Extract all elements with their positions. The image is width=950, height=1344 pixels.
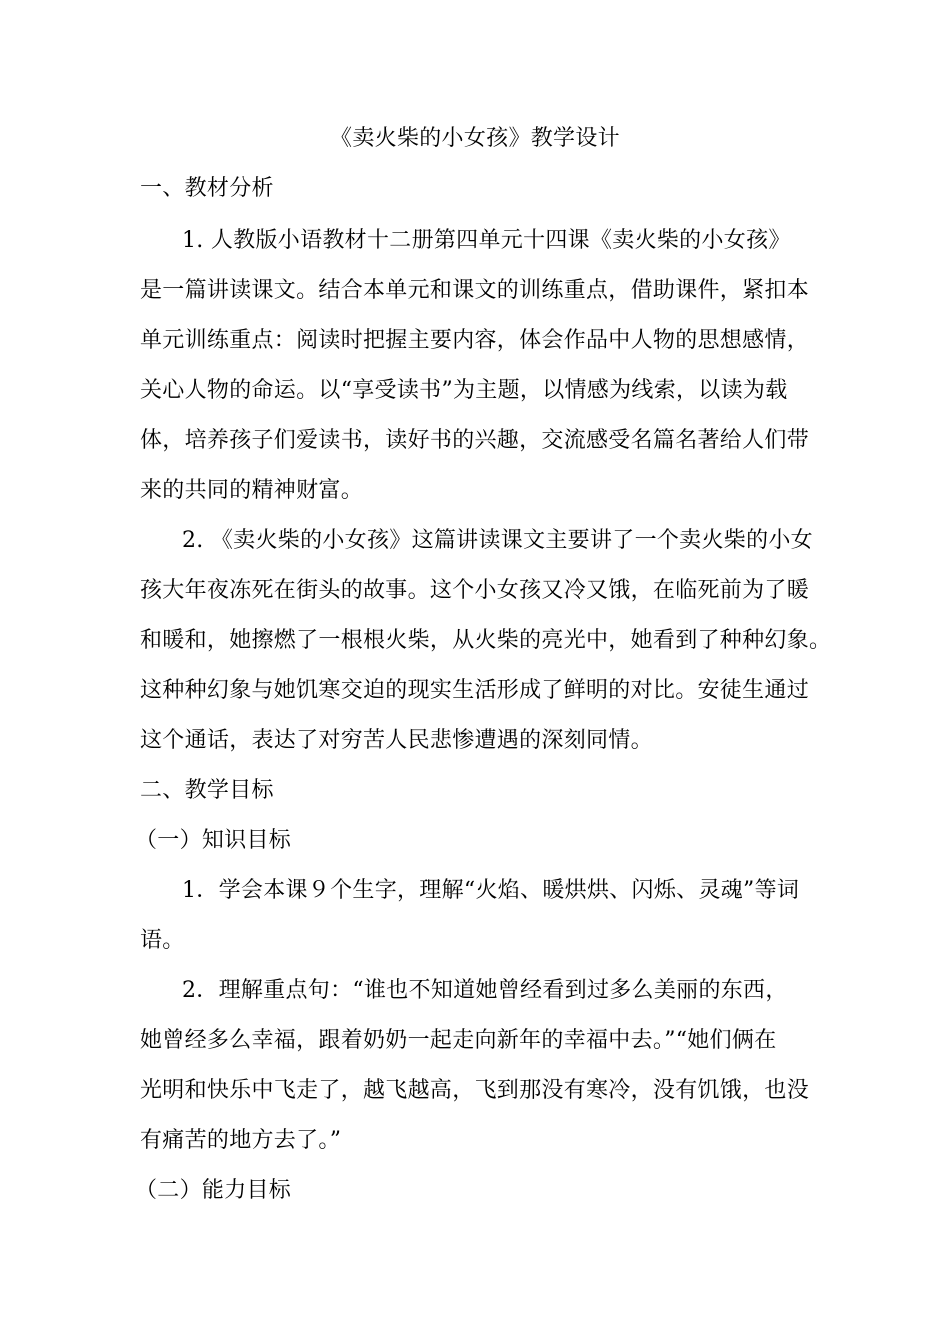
- section-heading-textbook-analysis: 一、教材分析: [140, 176, 274, 201]
- list-item-line: 光明和快乐中飞走了，越飞越高，飞到那没有寒冷，没有饥饿，也没: [140, 1078, 810, 1103]
- paragraph-line: 和暖和，她擦燃了一根根火柴，从火柴的亮光中，她看到了种种幻象。: [140, 628, 832, 653]
- document-title: 《卖火柴的小女孩》教学设计: [330, 126, 620, 151]
- paragraph-line: 体，培养孩子们爱读书，读好书的兴趣，交流感受名篇名著给人们带: [140, 428, 810, 453]
- list-item-line: 语。: [140, 928, 185, 953]
- paragraph-line: 单元训练重点：阅读时把握主要内容，体会作品中人物的思想感情，: [140, 328, 810, 353]
- list-item-line: 有痛苦的地方去了。”: [140, 1128, 342, 1153]
- paragraph-line: 是一篇讲读课文。结合本单元和课文的训练重点，借助课件，紧扣本: [140, 278, 810, 303]
- paragraph-line: 关心人物的命运。以“享受读书”为主题，以情感为线索，以读为载: [140, 378, 788, 403]
- subsection-heading-ability-goals: （二）能力目标: [135, 1178, 292, 1203]
- subsection-heading-knowledge-goals: （一）知识目标: [135, 828, 292, 853]
- paragraph-line: 这种种幻象与她饥寒交迫的现实生活形成了鲜明的对比。安徒生通过: [140, 678, 810, 703]
- list-item-line: 2．理解重点句：“谁也不知道她曾经看到过多么美丽的东西，: [182, 978, 788, 1003]
- paragraph-line: 来的共同的精神财富。: [140, 478, 364, 503]
- paragraph-line: 2. 《卖火柴的小女孩》这篇讲读课文主要讲了一个卖火柴的小女: [182, 528, 813, 553]
- paragraph-line: 1. 人教版小语教材十二册第四单元十四课《卖火柴的小女孩》: [182, 228, 791, 253]
- list-item-line: 1．学会本课９个生字，理解“火焰、暖烘烘、闪烁、灵魂”等词: [182, 878, 800, 903]
- list-item-line: 她曾经多么幸福，跟着奶奶一起走向新年的幸福中去。”“她们俩在: [140, 1028, 777, 1053]
- paragraph-line: 孩大年夜冻死在街头的故事。这个小女孩又冷又饿，在临死前为了暖: [140, 578, 810, 603]
- paragraph-line: 这个通话，表达了对穷苦人民悲惨遭遇的深刻同情。: [140, 728, 653, 753]
- section-heading-teaching-goals: 二、教学目标: [140, 778, 274, 803]
